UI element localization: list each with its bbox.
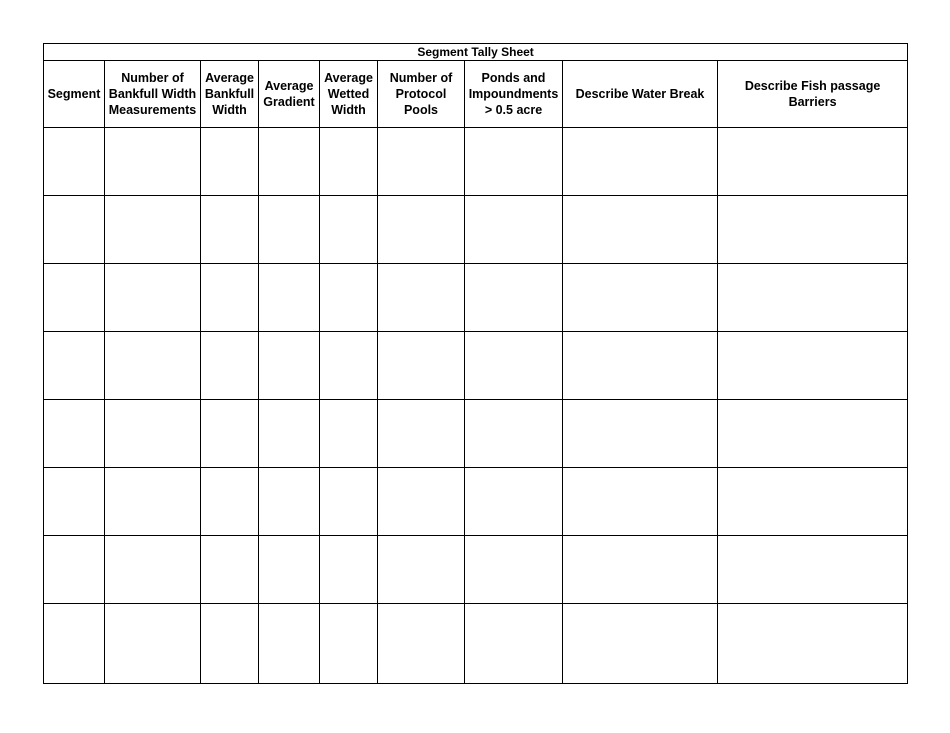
table-cell[interactable] (563, 604, 718, 684)
table-cell[interactable] (105, 400, 201, 468)
table-cell[interactable] (44, 128, 105, 196)
table-cell[interactable] (201, 332, 259, 400)
table-cell[interactable] (320, 604, 378, 684)
table-cell[interactable] (105, 468, 201, 536)
table-cell[interactable] (378, 264, 465, 332)
table-cell[interactable] (563, 468, 718, 536)
table-cell[interactable] (465, 128, 563, 196)
table-cell[interactable] (378, 332, 465, 400)
table-row (44, 604, 908, 684)
table-cell[interactable] (320, 128, 378, 196)
table-cell[interactable] (44, 196, 105, 264)
table-cell[interactable] (563, 264, 718, 332)
tally-rows (44, 128, 908, 684)
table-cell[interactable] (378, 400, 465, 468)
table-cell[interactable] (320, 332, 378, 400)
header-protocol-pools: Number of Protocol Pools (378, 61, 465, 128)
table-cell[interactable] (465, 468, 563, 536)
header-fish-passage-barriers: Describe Fish passage Barriers (718, 61, 908, 128)
table-cell[interactable] (378, 128, 465, 196)
table-cell[interactable] (201, 400, 259, 468)
table-cell[interactable] (718, 332, 908, 400)
table-cell[interactable] (201, 468, 259, 536)
table-cell[interactable] (320, 400, 378, 468)
table-cell[interactable] (201, 264, 259, 332)
table-cell[interactable] (563, 128, 718, 196)
table-cell[interactable] (378, 196, 465, 264)
table-row (44, 264, 908, 332)
table-cell[interactable] (465, 604, 563, 684)
table-cell[interactable] (718, 196, 908, 264)
table-cell[interactable] (259, 332, 320, 400)
table-cell[interactable] (44, 468, 105, 536)
table-row (44, 400, 908, 468)
table-cell[interactable] (563, 536, 718, 604)
table-cell[interactable] (320, 468, 378, 536)
table-cell[interactable] (201, 536, 259, 604)
table-cell[interactable] (105, 128, 201, 196)
table-cell[interactable] (259, 536, 320, 604)
header-average-gradient: Average Gradient (259, 61, 320, 128)
table-cell[interactable] (201, 604, 259, 684)
table-cell[interactable] (201, 196, 259, 264)
segment-tally-table (43, 43, 908, 684)
table-cell[interactable] (105, 264, 201, 332)
header-bankfull-width-measurements: Number of Bankfull Width Measurements (105, 61, 201, 128)
table-cell[interactable] (320, 264, 378, 332)
table-cell[interactable] (105, 604, 201, 684)
table-cell[interactable] (259, 128, 320, 196)
table-cell[interactable] (259, 196, 320, 264)
table-cell[interactable] (718, 128, 908, 196)
table-cell[interactable] (378, 604, 465, 684)
table-row (44, 468, 908, 536)
table-cell[interactable] (378, 536, 465, 604)
table-cell[interactable] (563, 196, 718, 264)
table-cell[interactable] (718, 604, 908, 684)
table-cell[interactable] (465, 332, 563, 400)
table-cell[interactable] (105, 332, 201, 400)
table-cell[interactable] (718, 400, 908, 468)
table-cell[interactable] (259, 400, 320, 468)
table-cell[interactable] (259, 604, 320, 684)
header-ponds-impoundments: Ponds and Impoundments > 0.5 acre (465, 61, 563, 128)
table-cell[interactable] (563, 332, 718, 400)
table-cell[interactable] (44, 604, 105, 684)
table-cell[interactable] (105, 196, 201, 264)
header-average-bankfull-width: Average Bankfull Width (201, 61, 259, 128)
table-cell[interactable] (718, 468, 908, 536)
header-row (44, 61, 908, 128)
table-cell[interactable] (44, 264, 105, 332)
header-segment: Segment (44, 61, 105, 128)
header-average-wetted-width: Average Wetted Width (320, 61, 378, 128)
table-cell[interactable] (563, 400, 718, 468)
table-cell[interactable] (465, 536, 563, 604)
table-cell[interactable] (320, 536, 378, 604)
table-cell[interactable] (201, 128, 259, 196)
table-row (44, 196, 908, 264)
header-water-break: Describe Water Break (563, 61, 718, 128)
title-row (44, 44, 908, 61)
table-row (44, 128, 908, 196)
table-cell[interactable] (378, 468, 465, 536)
table-cell[interactable] (259, 264, 320, 332)
table-cell[interactable] (105, 536, 201, 604)
table-cell[interactable] (44, 536, 105, 604)
table-row (44, 332, 908, 400)
table-cell[interactable] (44, 332, 105, 400)
table-cell[interactable] (465, 196, 563, 264)
table-cell[interactable] (44, 400, 105, 468)
table-cell[interactable] (465, 264, 563, 332)
table-cell[interactable] (320, 196, 378, 264)
sheet-title: Segment Tally Sheet (44, 44, 908, 61)
table-row (44, 536, 908, 604)
table-cell[interactable] (718, 536, 908, 604)
table-cell[interactable] (465, 400, 563, 468)
table-cell[interactable] (259, 468, 320, 536)
table-cell[interactable] (718, 264, 908, 332)
